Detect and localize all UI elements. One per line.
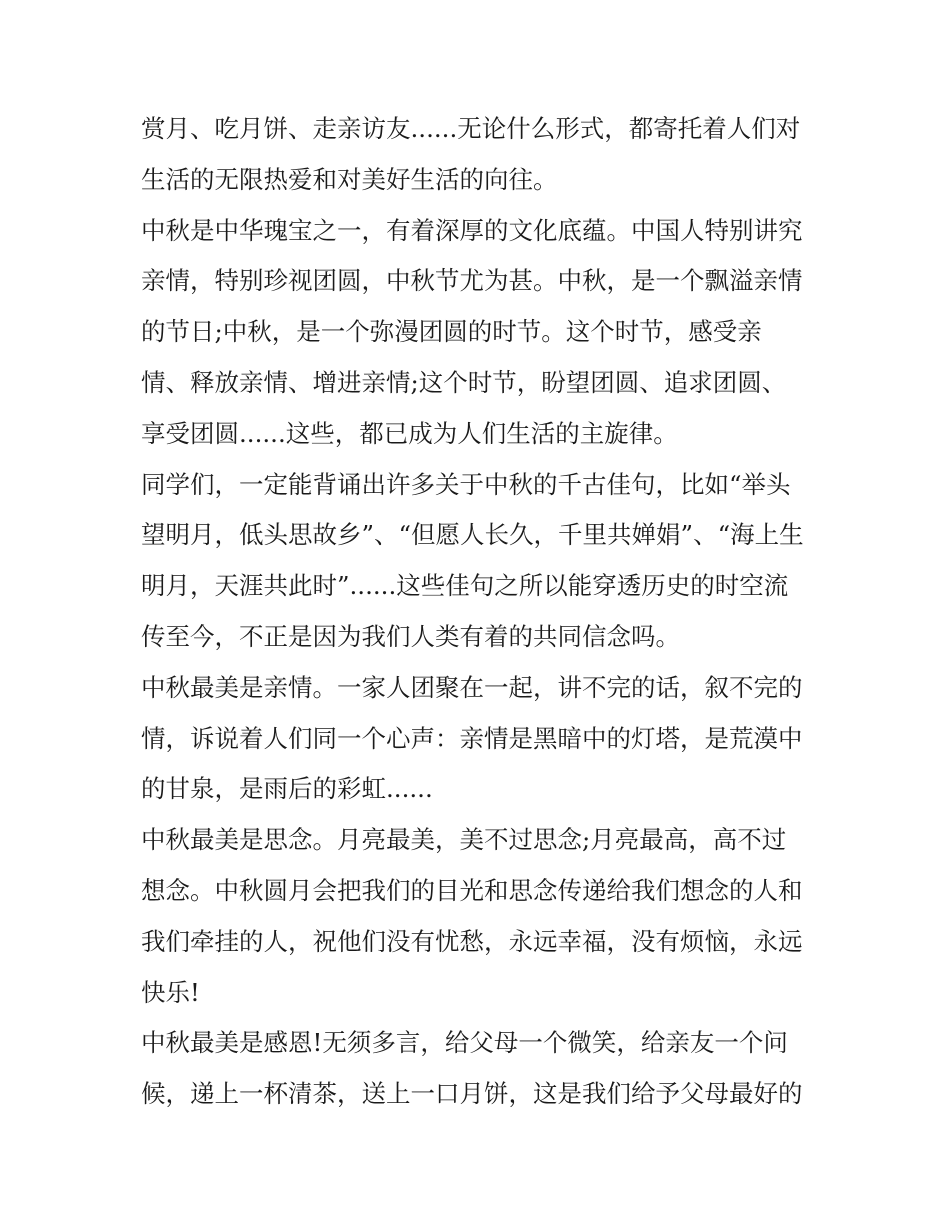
text-line: 亲情，特别珍视团圆，中秋节尤为甚。中秋，是一个飘溢亲情: [141, 266, 803, 296]
text-line: 中秋最美是亲情。一家人团聚在一起，讲不完的话，叙不完的: [141, 672, 803, 702]
document-body: [141, 104, 821, 1120]
text-line: 想念。中秋圆月会把我们的目光和思念传递给我们想念的人和: [141, 875, 803, 905]
text-line: 情，诉说着人们同一个心声：亲情是黑暗中的灯塔，是荒漠中: [141, 723, 803, 753]
text-line: 望明月，低头思故乡”、“但愿人长久，千里共婵娟”、“海上生: [141, 520, 804, 550]
text-line: 生活的无限热爱和对美好生活的向往。: [141, 164, 558, 194]
text-line: 快乐!: [141, 977, 200, 1007]
text-line: 赏月、吃月饼、走亲访友......无论什么形式，都寄托着人们对: [141, 114, 801, 143]
text-line: 享受团圆......这些，都已成为人们生活的主旋律。: [141, 418, 678, 448]
text-line: 候，递上一杯清茶，送上一口月饼，这是我们给予父母最好的: [141, 1079, 803, 1109]
text-line: 的甘泉，是雨后的彩虹......: [141, 774, 433, 804]
text-line: 同学们，一定能背诵出许多关于中秋的千古佳句，比如“举头: [141, 469, 791, 499]
text-line: 我们牵挂的人，祝他们没有忧愁，永远幸福，没有烦恼，永远: [141, 926, 803, 956]
text-line: 中秋最美是思念。月亮最美，美不过思念;月亮最高，高不过: [141, 825, 787, 855]
text-line: 明月，天涯共此时”......这些佳句之所以能穿透历史的时空流: [141, 571, 789, 601]
text-line: 传至今，不正是因为我们人类有着的共同信念吗。: [141, 621, 680, 651]
text-line: 的节日;中秋，是一个弥漫团圆的时节。这个时节，感受亲: [141, 317, 762, 347]
text-line: 中秋是中华瑰宝之一，有着深厚的文化底蕴。中国人特别讲究: [141, 215, 803, 245]
text-line: 中秋最美是感恩!无须多言，给父母一个微笑，给亲友一个问: [141, 1028, 788, 1058]
text-line: 情、释放亲情、增进亲情;这个时节，盼望团圆、追求团圆、: [141, 367, 787, 397]
